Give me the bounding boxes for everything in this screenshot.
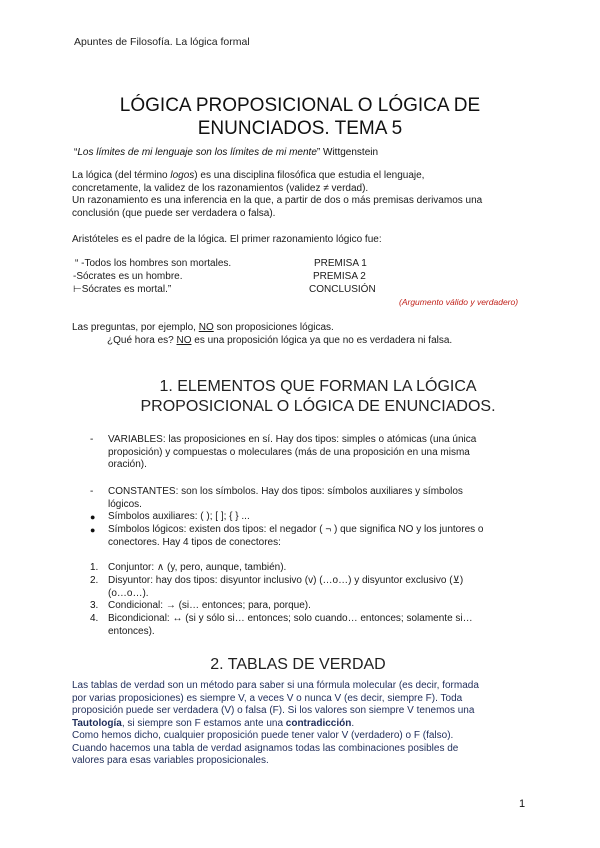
bullet-icon-aux: ● xyxy=(90,512,96,522)
variables-line-1: VARIABLES: las proposiciones en sí. Hay dos tipos: simples o atómicas (una única xyxy=(108,434,477,445)
connector-bicondicional-line-1: Bicondicional: ↔ (si y sólo si… entonces; solo cuando… entonces; solamente si… xyxy=(108,613,473,624)
dash-marker-constantes: - xyxy=(90,486,94,497)
truth-tables-line-7: valores para esas variables proposicionales. xyxy=(72,755,269,766)
connector-disyuntor-line-2: (o…o…). xyxy=(108,587,149,599)
intro-line-4: conclusión (que puede ser verdadera o falsa). xyxy=(72,207,276,219)
intro-line-2: concretamente, la validez de los razonamientos (validez ≠ verdad). xyxy=(72,182,369,194)
truth-tables-line-1: Las tablas de verdad son un método para saber si una fórmula molecular (es decir, formada xyxy=(72,680,479,691)
page-header: Apuntes de Filosofía. La lógica formal xyxy=(74,36,250,48)
logos-term: logos xyxy=(170,170,195,181)
epigraph-quote xyxy=(74,147,378,158)
connector-bicondicional-line-2: entonces). xyxy=(108,625,155,637)
connector-number-4: 4. xyxy=(90,613,99,624)
syllogism-label-premise-2: PREMISA 2 xyxy=(313,271,366,282)
questions-line-2: ¿Qué hora es? NO es una proposición lógica ya que no es verdadera ni falsa. xyxy=(107,335,453,346)
intro-line-1: La lógica (del término logos) es una disciplina filosófica que estudia el lenguaje, xyxy=(72,170,425,181)
connector-number-3: 3. xyxy=(90,600,99,611)
variables-line-2: proposición) y compuestas o moleculares (más de una proposición en una misma xyxy=(108,446,470,458)
constantes-line-1: CONSTANTES: son los símbolos. Hay dos tipos: símbolos auxiliares y símbolos xyxy=(108,486,463,497)
page-number: 1 xyxy=(519,798,526,810)
syllogism-label-conclusion: CONCLUSIÓN xyxy=(309,284,376,295)
variables-line-3: oración). xyxy=(108,459,147,470)
section-2-heading: 2. TABLAS DE VERDAD xyxy=(210,656,386,673)
section-1-heading-line-2: PROPOSICIONAL O LÓGICA DE ENUNCIADOS. xyxy=(140,398,496,415)
syllogism-premise-1: “ -Todos los hombres son mortales. xyxy=(75,258,232,269)
tautologia-term: Tautología xyxy=(72,717,122,729)
bullet-icon-logicos: ● xyxy=(90,525,96,535)
connector-conjuntor: Conjuntor: ∧ (y, pero, aunque, también). xyxy=(108,562,287,573)
syllogism-premise-2: -Sócrates es un hombre. xyxy=(73,271,183,282)
truth-tables-line-2: por varias proposiciones) es siempre V, a veces V o nunca V (es decir, siempre F). Toda xyxy=(72,692,463,704)
page-title-line-2: ENUNCIADOS. TEMA 5 xyxy=(197,118,403,139)
contradiccion-term: contradicción xyxy=(285,717,352,729)
intro-line-3: Un razonamiento es una inferencia en la que, a partir de dos o más premisas derivamos una xyxy=(72,195,483,206)
aristotle-line: Aristóteles es el padre de la lógica. El primer razonamiento lógico fue: xyxy=(72,234,382,245)
truth-tables-line-4: Tautología, si siempre son F estamos ante una contradicción. xyxy=(72,717,355,729)
connector-disyuntor-line-1: Disyuntor: hay dos tipos: disyuntor inclusivo (v) (…o…) y disyuntor exclusivo (⊻) xyxy=(108,575,464,586)
auxiliary-symbols: Símbolos auxiliares: ( ); [ ]; { } ... xyxy=(108,511,250,522)
connector-number-1: 1. xyxy=(90,562,99,573)
truth-tables-line-6: Cuando hacemos una tabla de verdad asignamos todas las combinaciones posibles de xyxy=(72,742,459,754)
questions-line-1: Las preguntas, por ejemplo, NO son proposiciones lógicas. xyxy=(72,322,334,333)
logical-symbols-line-2: conectores. Hay 4 tipos de conectores: xyxy=(108,536,281,548)
quote-open: “ xyxy=(74,147,78,158)
page-title-line-1: LÓGICA PROPOSICIONAL O LÓGICA DE xyxy=(119,95,481,116)
connector-number-2: 2. xyxy=(90,575,99,586)
section-1-heading-line-1: 1. ELEMENTOS QUE FORMAN LA LÓGICA xyxy=(159,378,477,395)
connector-condicional: Condicional: → (si… entonces; para, porque). xyxy=(108,600,311,611)
syllogism-label-premise-1: PREMISA 1 xyxy=(314,258,367,269)
truth-tables-line-5: Como hemos dicho, cualquier proposición puede tener valor V (verdadero) o F (falso). xyxy=(72,730,454,741)
truth-tables-line-3: proposición puede ser verdadera (V) o falsa (F). Si los valores son siempre V tenemos una xyxy=(72,705,475,716)
constantes-line-2: lógicos. xyxy=(108,498,142,510)
syllogism-note: (Argumento válido y verdadero) xyxy=(399,297,519,307)
syllogism-conclusion: ⊢Sócrates es mortal.” xyxy=(73,284,172,295)
quote-text: Los límites de mi lenguaje son los límites de mi mente xyxy=(77,147,317,158)
quote-author: ” Wittgenstein xyxy=(316,147,379,158)
logical-symbols-line-1: Símbolos lógicos: existen dos tipos: el negador ( ¬ ) que significa NO y los juntores o xyxy=(108,524,484,535)
dash-marker-variables: - xyxy=(90,434,94,445)
